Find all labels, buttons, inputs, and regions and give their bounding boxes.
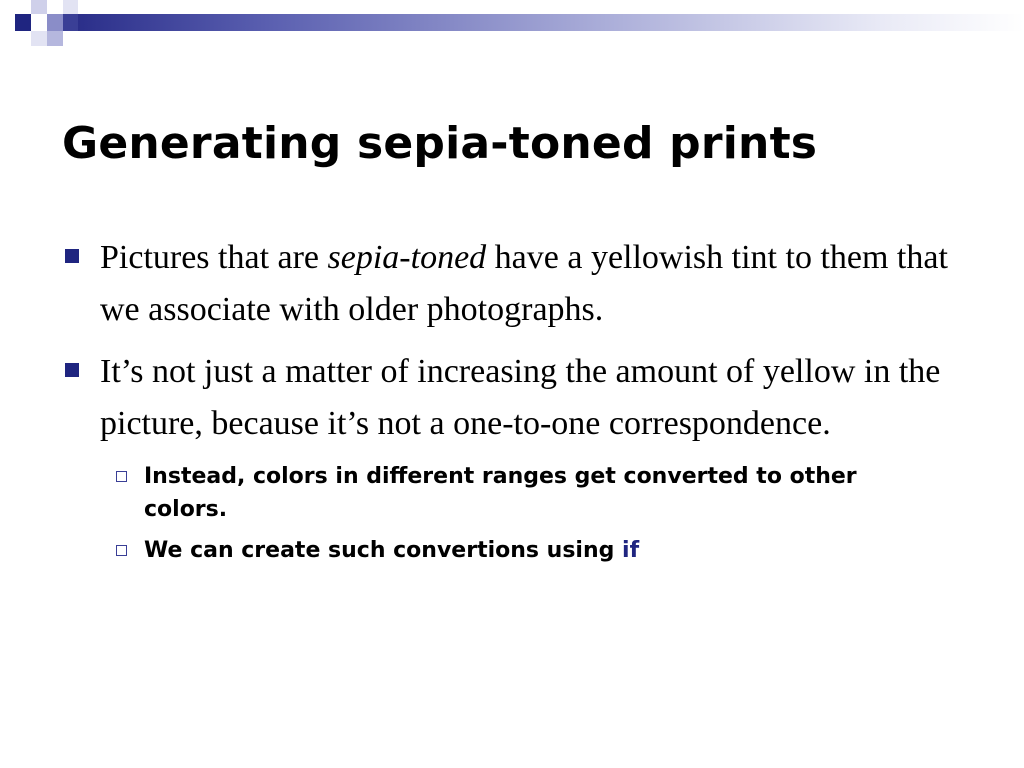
- decorative-square: [63, 14, 78, 31]
- bullet-item: [62, 232, 962, 336]
- subbullet-text: We can create such convertions using: [144, 538, 623, 563]
- slide-title: Generating sepia-toned prints: [62, 118, 818, 169]
- bullet-text: have a yellowish tint to them that we associate with older photographs.: [100, 239, 948, 328]
- bullet-emphasis: sepia-toned: [327, 239, 487, 276]
- hollow-square-bullet-icon: [116, 471, 127, 482]
- decorative-square: [63, 0, 78, 14]
- code-keyword: if: [622, 538, 640, 563]
- square-bullet-icon: [65, 363, 79, 377]
- subbullet-item: [144, 460, 944, 526]
- hollow-square-bullet-icon: [116, 545, 127, 556]
- subbullet-item: [144, 534, 944, 567]
- decorative-square: [31, 0, 47, 14]
- slide-body: [62, 232, 962, 575]
- bullet-item: [62, 346, 962, 450]
- bullet-text: Pictures that are: [100, 239, 328, 276]
- square-bullet-icon: [65, 249, 79, 263]
- decorative-square: [31, 31, 47, 46]
- decorative-square: [15, 14, 31, 31]
- decorative-square: [47, 31, 63, 46]
- header-gradient-bar: [78, 14, 1024, 31]
- bullet-text: It’s not just a matter of increasing the amount of yellow in the picture, because it’s not a one-to-one correspondence.: [100, 353, 941, 442]
- decorative-square: [47, 14, 63, 31]
- subbullet-text: Instead, colors in different ranges get converted to other colors.: [144, 464, 857, 522]
